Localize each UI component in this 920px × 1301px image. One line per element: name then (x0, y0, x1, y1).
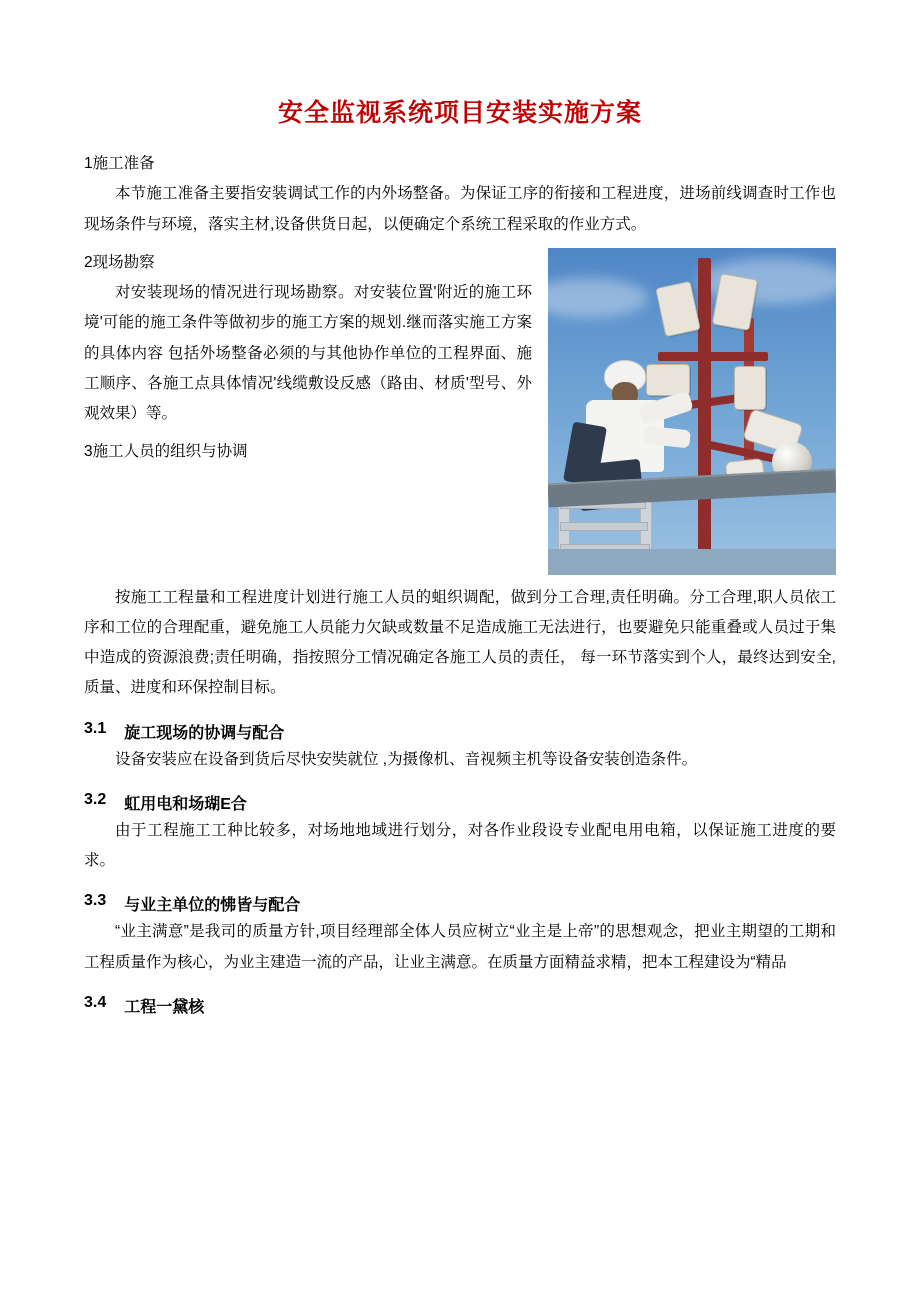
subsection-paragraph-3-1: 设备安装应在设备到货后尽快安奘就位 ,为摄像机、音视频主机等设备安装创造条件。 (115, 750, 698, 768)
subsection-paragraph-3-3: “业主满意”是我司的质量方针,项目经理部全体人员应树立“业主是上帝”的思想观念，把业主期望的工期和工程质量作为核心，为业主建造一流的产品，让业主满意。在质量方面精益求精，把本工程建设为“精品 (84, 923, 836, 971)
subsection-number: 3.4 (84, 993, 107, 1011)
photo-mast-pole (698, 258, 711, 558)
photo-cross-arm (658, 352, 768, 361)
subsection-heading-3-2 (84, 791, 836, 814)
photo-ladder-step (560, 522, 648, 531)
section-paragraph-1: 本节施工准备主要指安装调试工作的内外场整备。为保证工序的衔接和工程进度，进场前线调查时工作也现场条件与环境，落实主材,设备供货日起，以便确定个系统工程采取的作业方式。 (84, 185, 836, 233)
photo-foreground (548, 549, 836, 575)
site-photo-figure (548, 248, 836, 575)
subsection-heading-3-1 (84, 720, 836, 743)
subsection-title: 工程一黛核 (124, 998, 205, 1016)
subsection-title: 虹用电和场瑚E合 (124, 795, 247, 813)
section-heading-2: 2现场勘察 (84, 253, 155, 271)
subsection-heading-3-4 (84, 994, 836, 1017)
subsection-number: 3.1 (84, 719, 107, 737)
subsection-heading-3-3 (84, 892, 836, 915)
photo-equipment-box (734, 366, 766, 410)
subsection-title: 旋工现场的协调与配合 (124, 724, 285, 742)
page-title: 安全监视系统项目安装实施方案 (277, 99, 642, 127)
section-heading-1: 1施工准备 (84, 155, 155, 172)
subsection-paragraph-3-2: 由于工程施工工种比较多，对场地地域进行划分，对各作业段设专业配电用电箱，以保证施工进度的要求。 (84, 821, 836, 870)
subsection-number: 3.3 (84, 892, 107, 910)
section-heading-3: 3施工人员的组织与协调 (84, 443, 248, 461)
section-paragraph-2: 对安装现场的情况进行现场勘察。对安装位置'附近的施工环境'可能的施工条件等做初步的施工方案的规划.继而落实施工方案的具体内容 包括外场整备必须的与其他协作单位的工程界面、施工顺序、各施工点具体情况'线缆敷设反感（路由、材质'型号、外观效果）等。 (84, 284, 532, 422)
section-paragraph-3: 按施工工程量和工程进度计划进行施工人员的蛆织调配，做到分工合理,责任明确。分工合理,职人员依工序和工位的合理配重，避免施工人员能力欠缺或数量不足造成施工无法进行，也要避免只能重叠或人员过于集中造成的资源浪费;责任明确，指按照分工情况确定各施工人员的责任， 每一环节落实到个人，最终达到安全,质量、进度和环保控制目标。 (84, 588, 836, 697)
subsection-title: 与业主单位的怫皆与配合 (124, 897, 301, 915)
subsection-number: 3.2 (84, 790, 107, 808)
